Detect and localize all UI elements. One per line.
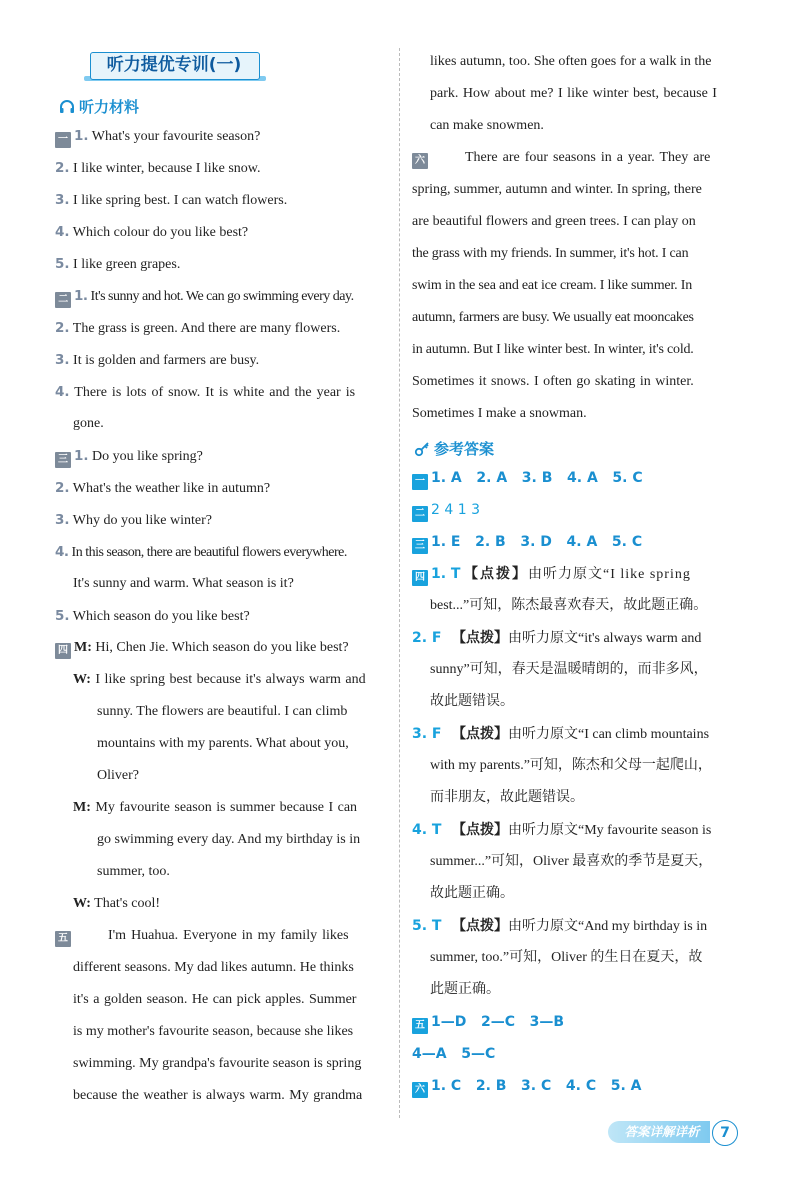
page-title: 听力提优专训(一) [106, 55, 242, 75]
list-item: 3. Why do you like winter? [55, 512, 212, 528]
paragraph-line: because the weather is always warm. My grandma [73, 1088, 363, 1103]
paragraph-line: Sometimes it snows. I often go skating in winter. [412, 374, 694, 389]
section-badge: 六 [412, 153, 428, 169]
paragraph-line: the grass with my friends. In summer, it's hot. I can [412, 246, 689, 261]
answer-row: 4—A 5—C [412, 1046, 496, 1062]
dialog-line-continued: mountains with my parents. What about you, [97, 736, 349, 751]
section-badge: 五 [412, 1018, 428, 1034]
answer-row: 三 1. E 2. B 3. D 4. A 5. C [412, 532, 642, 554]
paragraph-line: different seasons. My dad likes autumn. He thinks [73, 960, 354, 975]
answer-note-line: 而非朋友，故此题错误。 [430, 790, 584, 805]
section-badge: 一 [412, 474, 428, 490]
answer-row: 一 1. A 2. A 3. B 4. A 5. C [412, 468, 643, 490]
answer-row: 2. F 【点拨】由听力原文“it's always warm and [412, 630, 702, 646]
dialog-line: W: I like spring best because it's always warm and [73, 672, 366, 687]
section-badge: 一 [55, 132, 71, 148]
paragraph-line: is my mother's favourite season, because she likes [73, 1024, 354, 1039]
answer-note-line: sunny”可知，春天是温暖晴朗的，而非多风， [430, 662, 708, 677]
paragraph-line: swim in the sea and eat ice cream. I like summer. In [412, 278, 692, 293]
dialog-line-continued: go swimming every day. And my birthday is in [97, 832, 361, 847]
answer-note-line: summer...”可知，Oliver 最喜欢的季节是夏天， [430, 854, 713, 869]
paragraph-line: can make snowmen. [430, 118, 544, 133]
paragraph-line: 六 There are four seasons in a year. They are [412, 148, 710, 169]
answer-row: 二 2 4 1 3 [412, 500, 480, 522]
answer-note-line: summer, too.”可知，Oliver 的生日在夏天，故 [430, 950, 703, 965]
section-badge: 三 [412, 538, 428, 554]
paragraph-line: it's a golden season. He can pick apples. Summer [73, 992, 357, 1007]
section-badge: 二 [412, 506, 428, 522]
list-item-continued: It's sunny and warm. What season is it? [73, 576, 294, 591]
dialog-line-continued: Oliver? [97, 768, 139, 783]
paragraph-line: 五 I'm Huahua. Everyone in my family likes [55, 926, 349, 947]
section-badge: 四 [55, 643, 71, 659]
answer-row: 五 1—D 2—C 3—B [412, 1012, 564, 1034]
list-item: 4. There is lots of snow. It is white and the year is [55, 384, 356, 400]
answer-row: 六 1. C 2. B 3. C 4. C 5. A [412, 1076, 642, 1098]
answer-row: 4. T 【点拨】由听力原文“My favourite season is [412, 822, 712, 838]
list-item-continued: gone. [73, 416, 104, 431]
dialog-line: M: My favourite season is summer because I can [73, 800, 358, 815]
section-badge: 五 [55, 931, 71, 947]
paragraph-line: park. How about me? I like winter best, because I [430, 86, 717, 101]
list-item: 5. Which season do you like best? [55, 608, 250, 624]
paragraph-line: spring, summer, autumn and winter. In spring, there [412, 182, 702, 197]
dialog-line-continued: summer, too. [97, 864, 170, 879]
answer-row: 3. F 【点拨】由听力原文“I can climb mountains [412, 726, 710, 742]
answer-note-line: best...”可知，陈杰最喜欢春天，故此题正确。 [430, 598, 708, 613]
section-badge: 六 [412, 1082, 428, 1098]
list-item: 4. In this season, there are beautiful flowers everywhere. [55, 544, 347, 560]
footer-label: 答案详解详析 [624, 1124, 700, 1139]
list-item: 4. Which colour do you like best? [55, 224, 249, 240]
paragraph-line: Sometimes I make a snowman. [412, 406, 587, 421]
answer-note-line: 故此题错误。 [430, 694, 514, 709]
dialog-line: 四 M: Hi, Chen Jie. Which season do you like best? [55, 638, 349, 659]
list-item: 2. The grass is green. And there are many flowers. [55, 320, 341, 336]
column-divider [399, 48, 400, 1118]
key-icon [414, 441, 430, 457]
materials-heading: 听力材料 [59, 96, 139, 117]
list-item: 三 1. Do you like spring? [55, 446, 203, 468]
section-badge: 二 [55, 292, 71, 308]
list-item: 3. It is golden and farmers are busy. [55, 352, 260, 368]
section-badge: 四 [412, 570, 428, 586]
answers-heading: 参考答案 [414, 438, 494, 459]
page-number: 7 [712, 1120, 738, 1146]
dialog-line: W: That's cool! [73, 896, 161, 911]
answer-note-line: 此题正确。 [430, 982, 500, 997]
answer-note-line: 故此题正确。 [430, 886, 514, 901]
paragraph-line: in autumn. But I like winter best. In winter, it's cold. [412, 342, 694, 357]
answer-note-line: with my parents.”可知，陈杰和父母一起爬山， [430, 758, 712, 773]
list-item: 一 1. What's your favourite season? [55, 126, 260, 148]
dialog-line-continued: sunny. The flowers are beautiful. I can climb [97, 704, 348, 719]
paragraph-line: are beautiful flowers and green trees. I can play on [412, 214, 696, 229]
paragraph-line: likes autumn, too. She often goes for a walk in the [430, 54, 712, 69]
answer-row: 四 1. T 【点拨】由听力原文“I like spring [412, 564, 691, 586]
paragraph-line: swimming. My grandpa's favourite season is spring [73, 1056, 362, 1071]
list-item: 5. I like green grapes. [55, 256, 181, 272]
list-item: 2. What's the weather like in autumn? [55, 480, 271, 496]
list-item: 3. I like spring best. I can watch flowers. [55, 192, 288, 208]
headphones-icon [59, 99, 75, 115]
list-item: 二 1. It's sunny and hot. We can go swimming every day. [55, 286, 354, 308]
section-badge: 三 [55, 452, 71, 468]
page-title-banner [90, 52, 260, 80]
answer-row: 5. T 【点拨】由听力原文“And my birthday is in [412, 918, 708, 934]
paragraph-line: autumn, farmers are busy. We usually eat mooncakes [412, 310, 694, 325]
list-item: 2. I like winter, because I like snow. [55, 160, 261, 176]
